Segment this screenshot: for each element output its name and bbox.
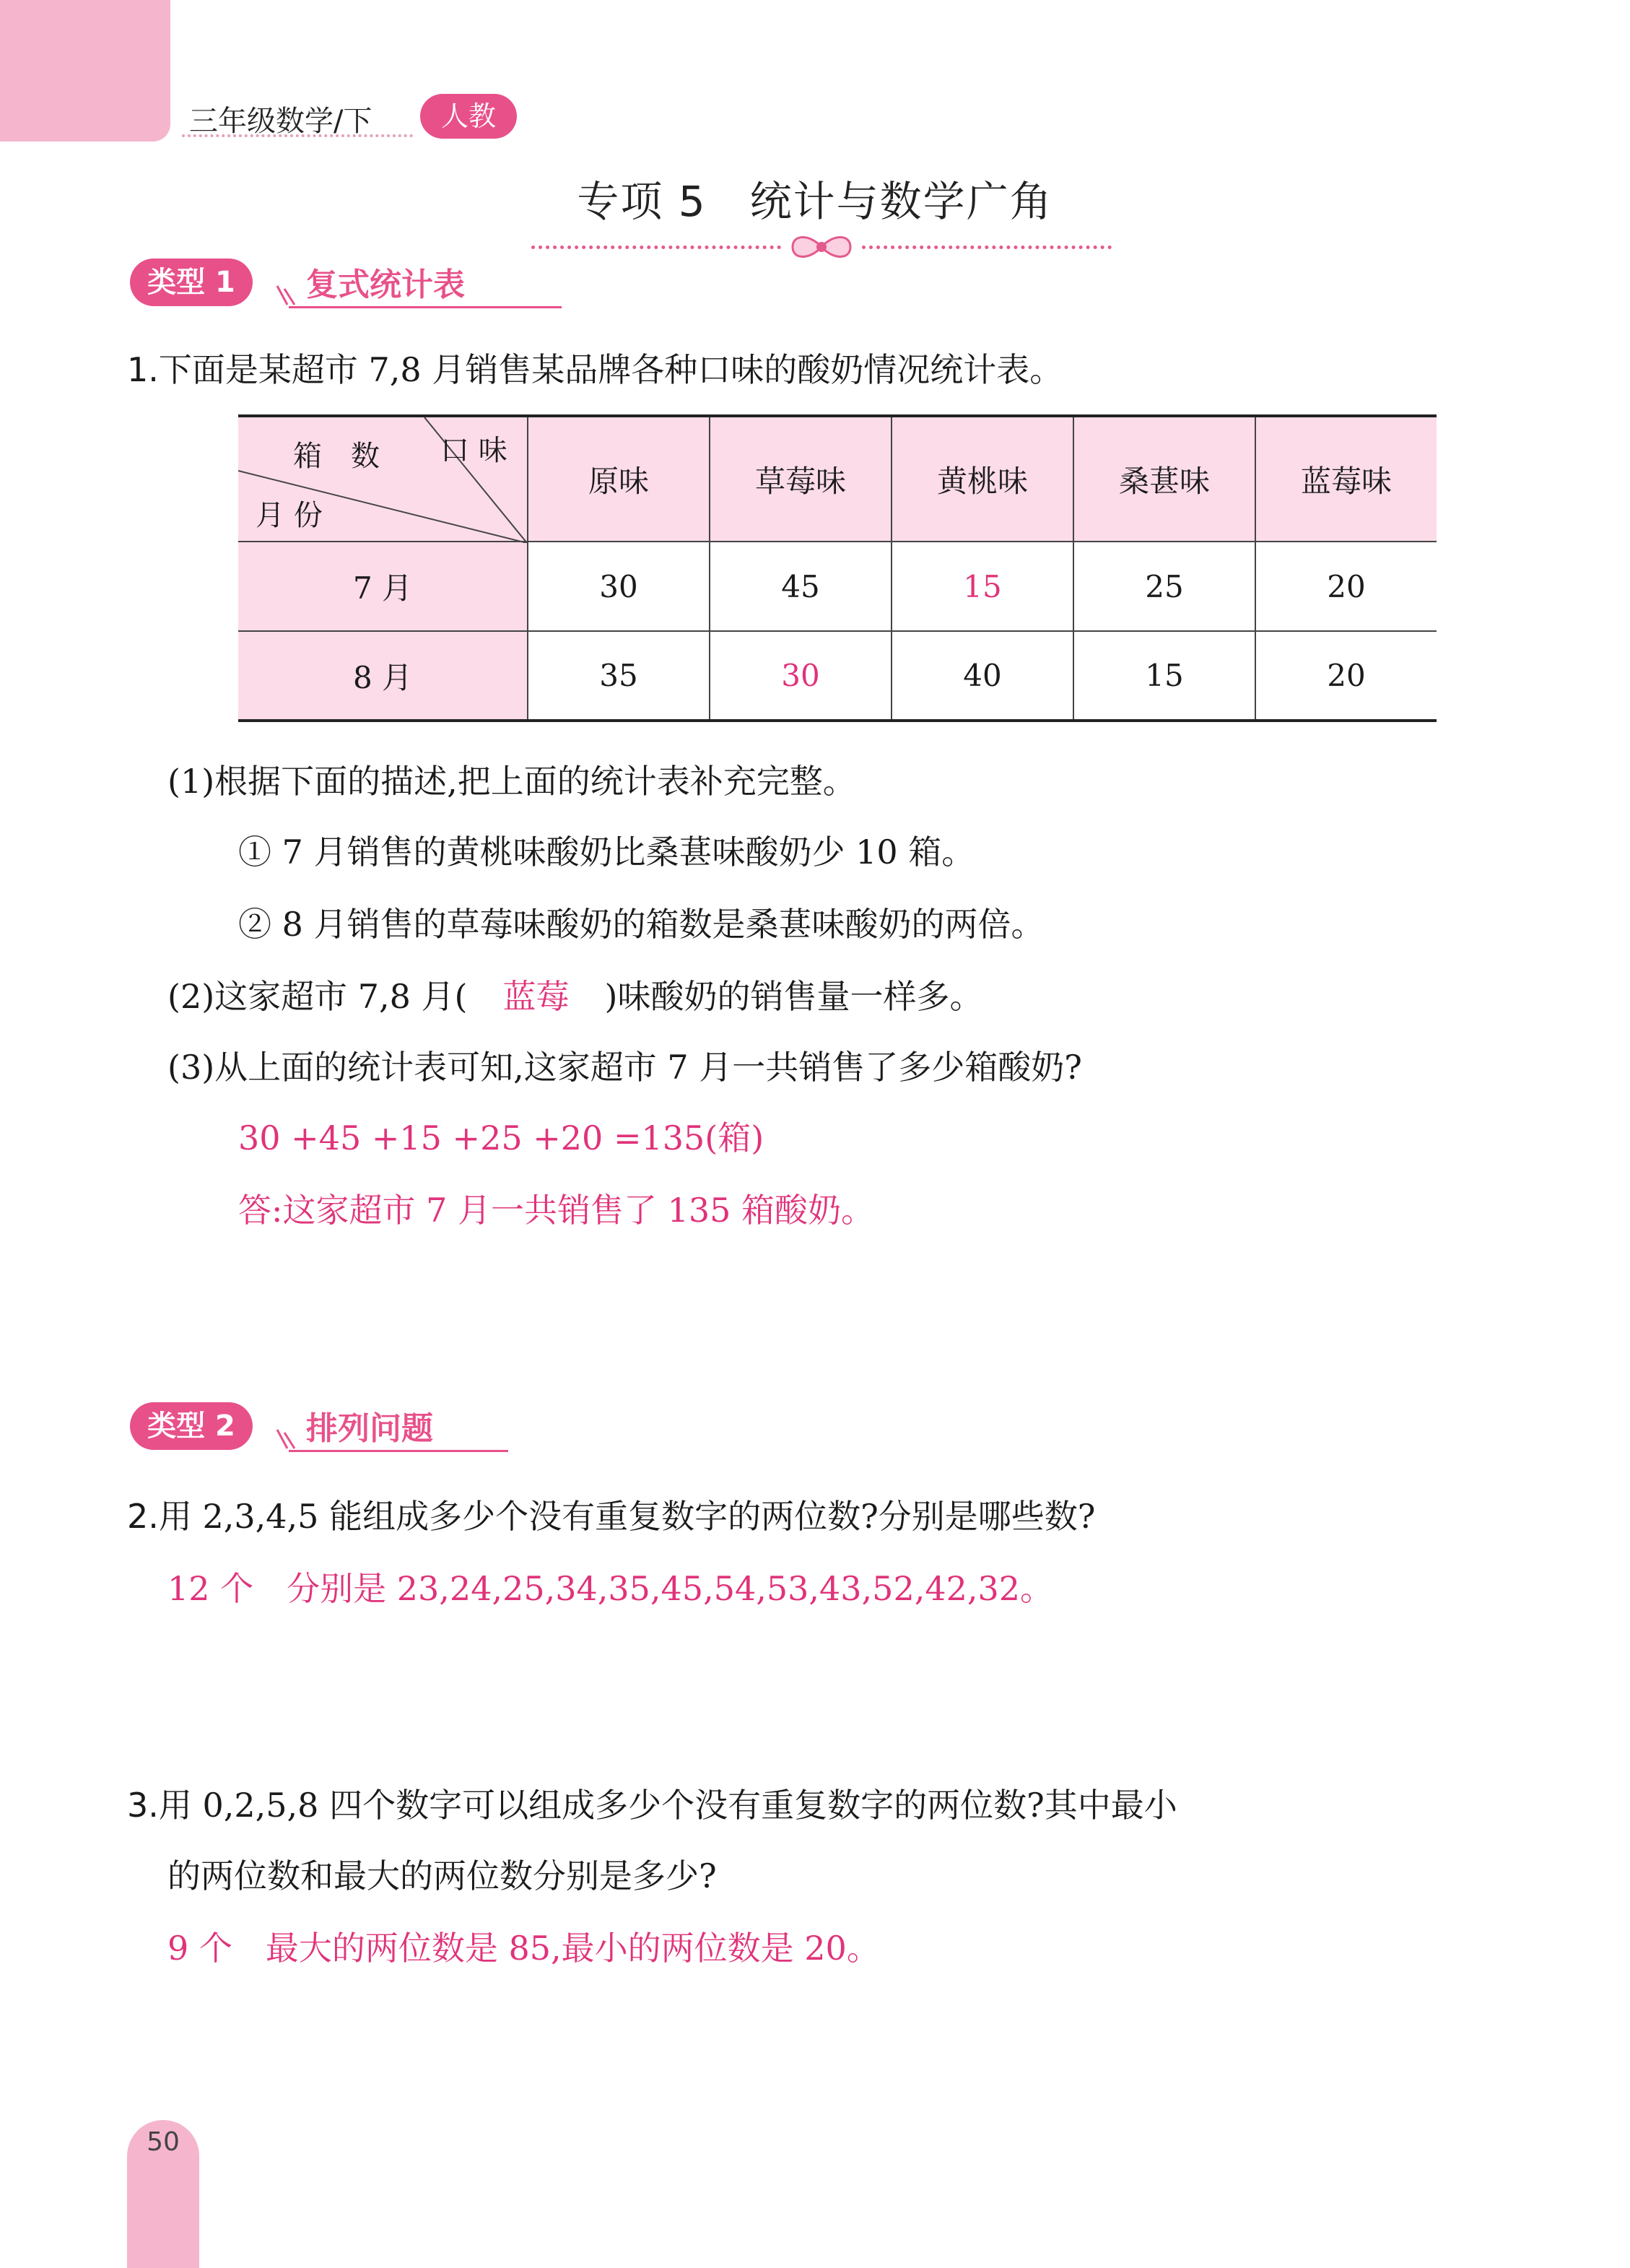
corner-label-flavor: 口 味 <box>440 434 507 467</box>
row-label: 8 月 <box>238 631 528 721</box>
book-title: 三年级数学/下 <box>189 105 372 138</box>
section-title: 专项 5 统计与数学广角 <box>577 177 1053 226</box>
condition-1: ① 7 月销售的黄桃味酸奶比桑葚味酸奶少 10 箱。 <box>238 833 975 872</box>
header-dotted-line <box>182 134 413 137</box>
stats-table <box>238 414 1437 722</box>
column-header: 桑葚味 <box>1073 416 1255 542</box>
edition-badge: 人教 <box>420 94 517 139</box>
header-corner-tab <box>0 0 170 142</box>
question-text: 下面是某超市 7,8 月销售某品牌各种口味的酸奶情况统计表。 <box>158 350 1063 389</box>
type2-badge: 类型 2 <box>130 1402 253 1450</box>
answer-calculation: 30 +45 +15 +25 +20 =135(箱) <box>238 1118 764 1157</box>
page-number: 50 <box>147 2127 180 2157</box>
column-header: 黄桃味 <box>892 416 1073 542</box>
sub-question-1: (1)根据下面的描述,把上面的统计表补充完整。 <box>167 762 856 801</box>
sub-question-3: (3)从上面的统计表可知,这家超市 7 月一共销售了多少箱酸奶? <box>167 1048 1082 1087</box>
table-cell: 45 <box>710 542 892 631</box>
column-header: 草莓味 <box>710 416 892 542</box>
type1-name: 复式统计表 <box>306 266 465 303</box>
question-text: 用 2,3,4,5 能组成多少个没有重复数字的两位数?分别是哪些数? <box>158 1497 1096 1536</box>
question-2 <box>127 1490 1095 1538</box>
table-row <box>238 631 1437 721</box>
question-number: 3. <box>127 1786 159 1825</box>
column-header: 蓝莓味 <box>1255 416 1437 542</box>
column-header: 原味 <box>528 416 710 542</box>
table-corner-cell <box>238 416 528 542</box>
question-number: 1. <box>127 350 159 389</box>
question-3 <box>127 1779 1177 1827</box>
table-row <box>238 542 1437 631</box>
table-cell: 35 <box>528 631 710 721</box>
type2-underline <box>289 1450 508 1452</box>
table-cell: 40 <box>892 631 1073 721</box>
sub-question-2-suffix: )味酸奶的销售量一样多。 <box>604 977 983 1016</box>
corner-label-month: 月 份 <box>256 499 323 532</box>
sub-question-2-prefix: (2)这家超市 7,8 月( <box>167 977 468 1016</box>
question-number: 2. <box>127 1497 159 1536</box>
title-dotted-rule-left <box>531 246 781 249</box>
type1-underline <box>289 306 562 308</box>
answer-statement: 答:这家超市 7 月一共销售了 135 箱酸奶。 <box>238 1191 875 1230</box>
type1-badge: 类型 1 <box>130 258 253 306</box>
answer-statement: 9 个 最大的两位数是 85,最小的两位数是 20。 <box>167 1929 880 1968</box>
table-cell: 20 <box>1255 631 1437 721</box>
table-cell: 30 <box>528 542 710 631</box>
table-cell: 25 <box>1073 542 1255 631</box>
sub-question-2 <box>167 970 982 1018</box>
table-cell-filled: 15 <box>892 542 1073 631</box>
table-cell: 15 <box>1073 631 1255 721</box>
table-cell: 20 <box>1255 542 1437 631</box>
answer-statement: 12 个 分别是 23,24,25,34,35,45,54,53,43,52,42,32。 <box>167 1569 1054 1608</box>
table-cell-filled: 30 <box>710 631 892 721</box>
corner-label-boxes: 箱 数 <box>293 440 380 473</box>
title-dotted-rule-right <box>862 246 1112 249</box>
condition-2: ② 8 月销售的草莓味酸奶的箱数是桑葚味酸奶的两倍。 <box>238 905 1045 944</box>
fill-in-answer: 蓝莓 <box>502 977 570 1016</box>
bow-icon <box>788 231 855 263</box>
question-text: 用 0,2,5,8 四个数字可以组成多少个没有重复数字的两位数?其中最小 <box>158 1786 1177 1825</box>
table-header-row <box>238 416 1437 542</box>
type2-name: 排列问题 <box>306 1410 433 1447</box>
row-label: 7 月 <box>238 542 528 631</box>
question-1 <box>127 344 1063 391</box>
question-text-line2: 的两位数和最大的两位数分别是多少? <box>167 1856 717 1895</box>
